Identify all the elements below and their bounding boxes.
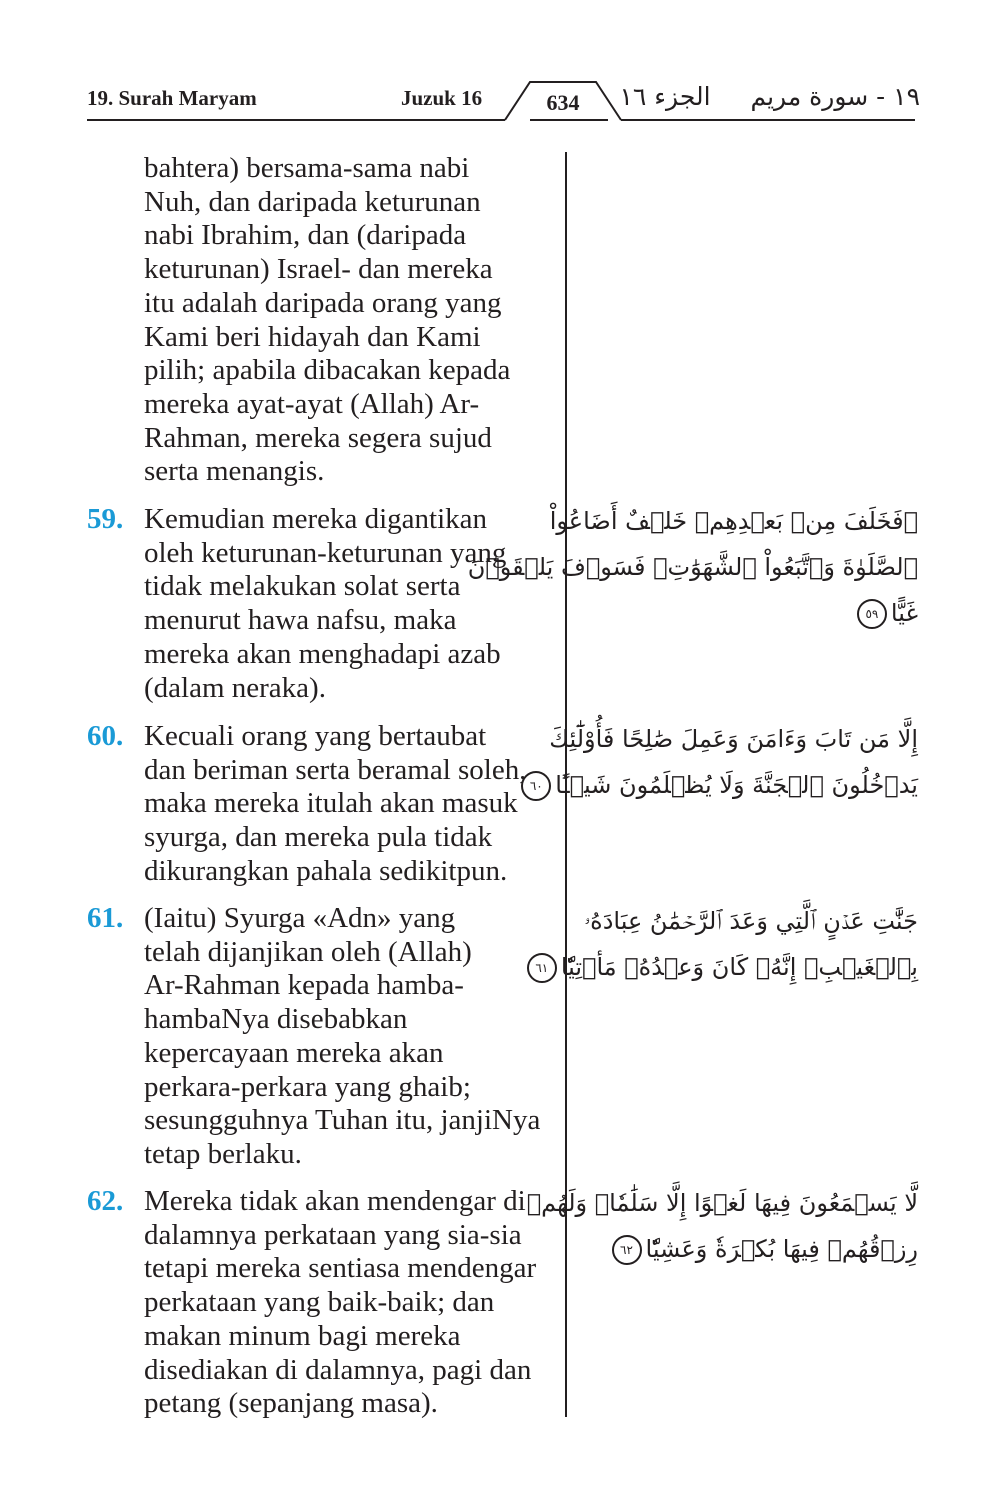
text-line: nabi Ibrahim, dan (daripada (144, 219, 467, 252)
arabic-line: يَدۡخُلُونَ ٱلۡجَنَّةَ وَلَا يُظۡلَمُونَ شَيۡـًٔا (555, 771, 918, 799)
text-line: tetap berlaku. (144, 1137, 302, 1170)
header-surah-title: 19. Surah Maryam (87, 86, 257, 110)
text-line: keturunan) Israel- dan mereka (144, 253, 493, 286)
text-line: tetapi mereka sentiasa mendengar (144, 1252, 537, 1285)
text-line: menurut hawa nafsu, maka (144, 604, 457, 637)
verse-59-arabic (467, 498, 918, 636)
verse-number: 59. (87, 503, 124, 535)
page-number: 634 (546, 90, 580, 115)
arabic-line: إِلَّا مَن تَابَ وَءَامَنَ وَعَمِلَ صَٰلِحًا فَأُوْلَٰٓئِكَ (549, 725, 918, 753)
text-line: maka mereka itulah akan masuk (144, 787, 518, 820)
text-line: Kecuali orang yang bertaubat (144, 720, 487, 752)
verse-end-marker-icon: ٦٠ (521, 771, 551, 801)
verse-number: 61. (87, 902, 124, 934)
text-line: Ar-Rahman kepada hamba- (144, 969, 464, 1002)
header-arabic-surah: ١٩ - سورة مريم (750, 82, 920, 111)
text-line: Kami beri hidayah dan Kami (144, 320, 481, 353)
verse-end-marker-icon: ٦١ (527, 953, 557, 983)
arabic-line: ٱلصَّلَوٰةَ وَٱتَّبَعُواْ ٱلشَّهَوَٰتِۖ فَسَوۡفَ يَلۡقَوۡنَ (467, 553, 918, 581)
text-line: perkara-perkara yang ghaib; (144, 1070, 471, 1103)
verse-60-arabic (529, 716, 918, 808)
text-line: itu adalah daripada orang yang (144, 286, 502, 319)
verse-62-arabic (526, 1180, 918, 1272)
text-line: Nuh, dan daripada keturunan (144, 185, 481, 218)
text-line: serta menangis. (144, 455, 325, 488)
text-line: (dalam neraka). (144, 671, 326, 704)
text-line: syurga, dan mereka pula tidak (144, 821, 493, 854)
text-line: bahtera) bersama-sama nabi (144, 152, 470, 184)
verse-end-marker-icon: ٦٢ (612, 1235, 642, 1265)
verse-60-translation (87, 720, 559, 889)
text-line: Kemudian mereka digantikan (144, 503, 488, 535)
arabic-line: رِزۡقُهُمۡ فِيهَا بُكۡرَةٗ وَعَشِيّٗا (645, 1235, 918, 1263)
text-line: sesungguhnya Tuhan itu, janjiNya (144, 1104, 541, 1137)
text-line: telah dijanjikan oleh (Allah) (144, 935, 472, 968)
text-line: oleh keturunan-keturunan yang (144, 536, 507, 569)
verse-61-arabic (535, 898, 918, 990)
text-line: kepercayaan mereka akan (144, 1036, 444, 1069)
text-line: petang (sepanjang masa). (144, 1387, 438, 1420)
text-line: mereka ayat-ayat (Allah) Ar- (144, 387, 480, 420)
text-line: Mereka tidak akan mendengar di (144, 1185, 526, 1217)
verse-end-marker-icon: ٥٩ (857, 599, 887, 629)
verse-59-translation (87, 503, 559, 705)
header-arabic-juz: الجزء ١٦ (619, 82, 711, 111)
header-juzuk: Juzuk 16 (401, 86, 483, 110)
text-line: dalamnya perkataan yang sia-sia (144, 1218, 522, 1251)
text-line: hambaNya disebabkan (144, 1003, 408, 1036)
text-line: Rahman, mereka segera sujud (144, 421, 492, 454)
arabic-line: جَنَّٰتِ عَدۡنٍ ٱلَّتِي وَعَدَ ٱلرَّحۡمَٰنُ عِبَادَهُۥ (584, 907, 918, 935)
arabic-line: ۞فَخَلَفَ مِنۢ بَعۡدِهِمۡ خَلۡفٌ أَضَاعُواْ (549, 507, 918, 535)
text-line: (Iaitu) Syurga «Adn» yang (144, 902, 456, 934)
verse-62-translation (87, 1185, 559, 1421)
text-line: dikurangkan pahala sedikitpun. (144, 854, 508, 887)
verse-61-translation (87, 902, 559, 1172)
verse-number: 62. (87, 1185, 124, 1217)
arabic-line: لَّا يَسۡمَعُونَ فِيهَا لَغۡوًا إِلَّا سَلَٰمٗاۖ وَلَهُمۡ (526, 1189, 918, 1217)
verse-number: 60. (87, 720, 124, 752)
text-line: dan beriman serta beramal soleh, (144, 753, 527, 786)
text-line: disediakan di dalamnya, pagi dan (144, 1353, 532, 1386)
continuation-paragraph (87, 152, 559, 489)
arabic-line: غَيًّا (890, 599, 918, 627)
text-line: pilih; apabila dibacakan kepada (144, 354, 511, 387)
text-line: mereka akan menghadapi azab (144, 637, 501, 670)
page-header (0, 0, 1000, 130)
arabic-line: بِٱلۡغَيۡبِۚ إِنَّهُۥ كَانَ وَعۡدُهُۥ مَأۡتِيّٗا (560, 953, 918, 981)
text-line: perkataan yang baik-baik; dan (144, 1286, 495, 1319)
text-line: tidak melakukan solat serta (144, 570, 461, 603)
text-line: makan minum bagi mereka (144, 1319, 461, 1352)
